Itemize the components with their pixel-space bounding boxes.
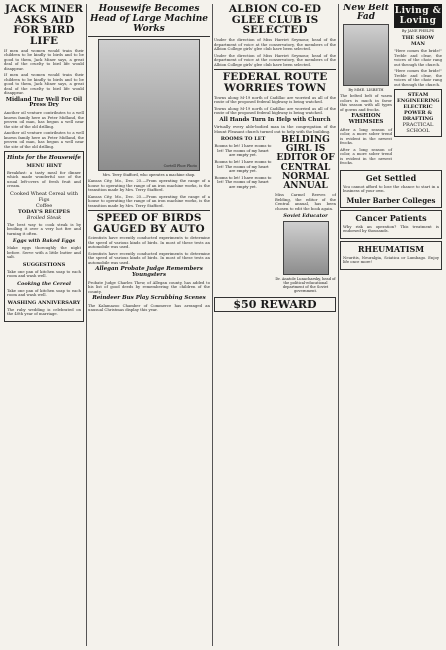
show-man-body-cont: "Here comes the bride!" Treble and clear, the voices of the choir rang out through the church. [394,68,442,87]
column-2 [88,4,210,646]
show-man-heading: THE SHOW MAN [401,35,435,47]
belding-body: Miss Carmel Reeves of Belding, the editor of the Central annual, has been chosen to edit the book again. [275,192,336,211]
cancer-body: Why risk an operation? This treatment is endorsed by thousands. [343,223,439,234]
reindeer-headline: Reindeer Bus Play Scrubbing Scenes [92,295,206,302]
engineering-school-ad [394,89,442,137]
poem-title: ROOMS TO LET [220,136,266,143]
albion-headline: ALBION CO-ED GLEE CLUB IS SELECTED [228,4,322,37]
midland-body-cont: Another oil venture contributes to a well known family here as Peter Midland, the proven oil man, has begun a well near the site of the old drilling. [4,130,84,149]
jack-miner-body: If men and women would train their children to be kindly to birds and to be good to them, Jack Miner says, a great deal of the cruelty to bird life would disappear. [4,47,84,71]
love-column [394,4,442,168]
get-settled-ad [340,170,442,208]
belding-headline: BELDING GIRL IS EDITOR OF CENTRAL NORMAL ANNUAL [276,135,335,191]
soviet-educator-photo [283,221,329,275]
rheumatism-body: Neuritis, Neuralgia, Sciatica or Lumbago. Enjoy life once more! [343,254,439,265]
broiled-steak-body: The best way to cook steak is by broiling it over a very hot fire and turning it often. [7,221,81,236]
federal-route-headline: FEDERAL ROUTE WORRIES TOWN [214,69,336,93]
poem-column [214,136,272,295]
rheumatism-ad [340,241,442,270]
speed-birds-body-cont: Scientists have recently conducted experiments to determine the speed of various kinds of birds. In most of these tests an automobile was used. [88,250,210,265]
belding-column [275,136,336,295]
eggs-heading: Eggs with Baked Eggs [12,238,76,245]
column-rule [212,4,213,646]
engineering-ad-title: STEAM ENGINEERING ELECTRIC POWER & DRAFTING [397,92,440,122]
belt-fashion-photo [343,24,389,86]
photo-credit: Cortell Phoe Photo [163,164,197,168]
poem-body-more: Rooms to let! I have rooms to let! The rooms of my heart are empty yet. [214,174,272,189]
column-rule [86,4,87,646]
get-settled-body: You cannot afford to lose the chance to start in a business of your own. [343,183,439,194]
belt-byline: By MME. LISBETH [348,88,384,93]
reindeer-body: The Kalamazoo Chamber of Commerce has arranged an unusual Christmas display this year. [88,302,210,313]
menu-hint-body: Breakfast: a tasty meal for dinner which made wonderful use of the usual left-overs of fresh fruit and cream. [7,169,81,189]
washing-body: The ruby wedding is celebrated on the 40th year of marriage. [7,306,81,317]
get-settled-title: Get Settled [365,172,417,183]
allegan-headline: Allegan Probate Judge Remembers Youngsters [95,266,203,279]
washing-heading: WASHING ANNIVERSARY [7,299,81,306]
jack-miner-body-cont: If men and women would train their children to be kindly to birds and to be good to them, Jack Miner says, a great deal of the cruelty to bird life would disappear. [4,72,84,96]
suggestions-body-cont: Take one pan of kitchen soap to each room and wash well. [7,287,81,298]
belt-column [340,4,392,168]
show-man-body: "Here comes the bride!" Treble and clear, the voices of the choir rang out through the church. [394,48,442,67]
cooking-cereal-heading: Cooking the Cereal [17,280,71,287]
fashion-body: After a long season of color, a more sober trend is evident in the newest frocks. [340,126,392,146]
allegan-body: Probate Judge Charles Thew, of Allegan county, has added to his list of good deeds by remembering the children of the county. [88,279,210,294]
eggs-body: Make eggs thoroughly the night before. Serve with a little butter and salt. [7,245,81,260]
speed-birds-body: Scientists have recently conducted experiments to determine the speed of various kinds of birds. In most of these tests an automobile was used. [88,235,210,250]
suggestions-heading: SUGGESTIONS [22,261,66,268]
todays-recipes-heading: TODAY'S RECIPES [18,208,70,215]
housewife-hints-box [4,151,84,322]
broiled-steak-heading: Broiled Steak [26,214,62,221]
federal-route-body: Towns along M-19 north of Cadillac are worried as all of the route of the proposed federal highway is being watched. [214,94,336,105]
lower-split [214,136,336,295]
federal-route-body-cont: Towns along M-19 north of Cadillac are worried as all of the route of the proposed federal highway is being watched. [214,105,336,116]
fashion-body-cont: After a long season of color, a more sober trend is evident in the newest frocks. [340,146,392,166]
soviet-caption: Dr. Anatole Lunacharsky, head of the political-educational department of the Soviet government. [275,277,336,294]
speed-birds-headline: SPEED OF BIRDS GAUGED BY AUTO [88,210,210,234]
recipe-title: Cooked Wheat Cereal with Figs [10,190,78,203]
belt-body: The belted belt of warm colors is much in favor this season with all types of gowns and frocks. [340,93,392,112]
menu-hint-label: MENU HINT [26,162,62,169]
housewife-banner-headline: Housewife Becomes Head of Large Machine Works [88,4,210,37]
rheumatism-title: RHEUMATISM [357,243,425,254]
soviet-heading: Soviet Educator [283,213,328,220]
church-help-headline: All Hands Turn In Help with Church [219,116,331,123]
midland-body: Another oil venture contributes to a well known family here as Peter Midland, the proven oil man, has begun a well near the site of the old drilling. [4,110,84,129]
albion-body: Under the direction of Miss Harriet Seymour, head of the department of voice at the conservatory, the members of the Albion College girls' glee club have been selected. [214,37,336,52]
column-rule [338,4,339,646]
cancer-title: Cancer Patients [355,212,427,223]
suggestions-body: Take one pan of kitchen soap to each room and wash well. [7,268,81,279]
church-help-body: Virtually every able-bodied man in the congregation of the Mount Pleasant church turned out to help with the building. [214,124,336,134]
column-3 [214,4,336,646]
column-4 [340,4,442,646]
albion-body-cont: Under the direction of Miss Harriet Seymour, head of the department of voice at the conservatory, the members of the Albion College girls' glee club have been selected. [214,52,336,67]
belt-headline: New Belt Fad [343,4,389,23]
living-loving-byline: By JANE PHELPS [401,29,435,33]
reward-ad: $50 REWARD [214,297,336,312]
poem-body-cont: Rooms to let! I have rooms to let! The rooms of my heart are empty yet. [214,158,272,174]
column-1 [4,4,84,646]
top-split [340,4,442,168]
cancer-ad [340,210,442,239]
fashion-headline: FASHION WHIMSIES [348,113,384,125]
poem-body: Rooms to let! I have rooms to let! The rooms of my heart are empty yet. [214,143,272,158]
barber-college-name: Muler Barber Colleges [346,195,436,205]
midland-subhead: Midland Tur Well For Oil Press Dry [5,96,83,109]
stafford-body: Kansas City, Mo., Dec. 25.—From operating the range of a house to operating the range of an iron machine works, is the transition made by Mrs. Terry Stafford. [88,178,210,192]
living-loving-logo: Living & Loving [394,6,442,26]
stafford-caption: Mrs. Terry Stafford, who operates a machine shop. [102,173,196,177]
jack-miner-headline: JACK MINER ASKS AID FOR BIRD LIFE [4,4,84,48]
stafford-body-cont: Kansas City, Mo., Dec. 25.—From operating the range of a house to operating the range of an iron machine works, is the transition made by Mrs. Terry Stafford. [88,193,210,208]
stafford-portrait-photo [98,39,200,171]
recipe-sub: Coffee [35,202,53,209]
engineering-ad-sub: PRACTICAL SCHOOL [402,122,434,134]
hints-heading: Hints for the Housewife [7,155,81,162]
